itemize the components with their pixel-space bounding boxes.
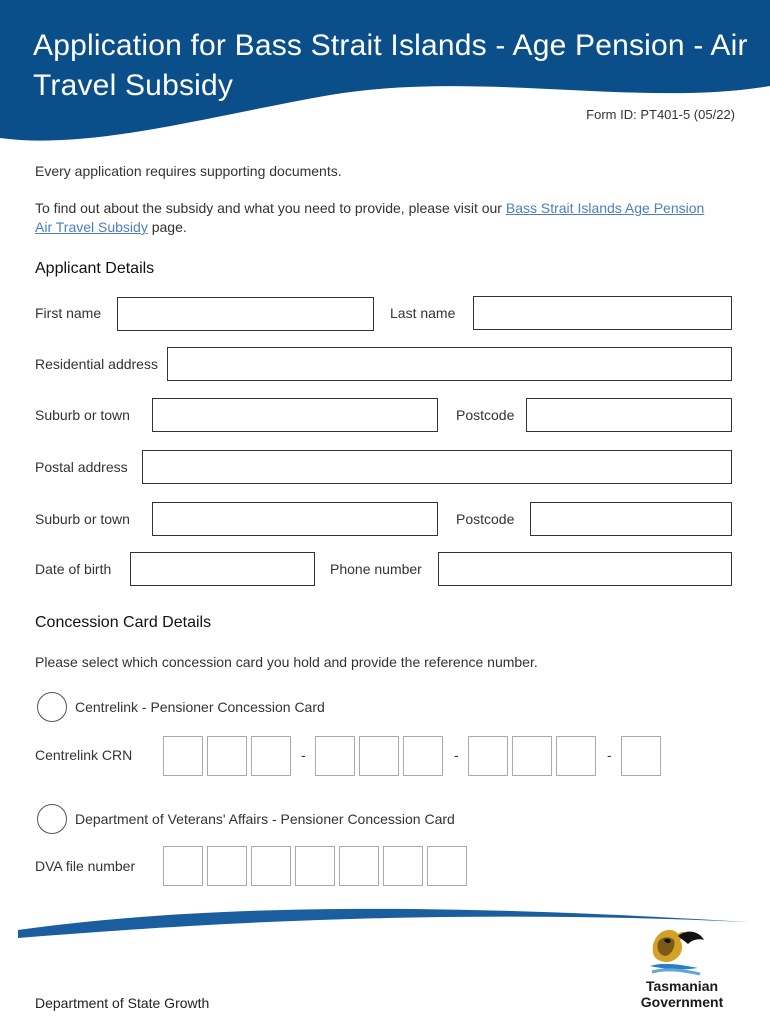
crn-digit-box[interactable] xyxy=(251,736,291,776)
crn-separator: - xyxy=(607,747,612,763)
last-name-label: Last name xyxy=(390,305,456,321)
crn-digit-box[interactable] xyxy=(315,736,355,776)
residential-address-field[interactable] xyxy=(167,347,732,381)
intro-suffix: page. xyxy=(147,219,187,235)
postal-suburb-field[interactable] xyxy=(152,502,438,536)
logo-line1: Tasmanian xyxy=(645,978,719,994)
residential-suburb-field[interactable] xyxy=(152,398,438,432)
date-of-birth-field[interactable] xyxy=(130,552,315,586)
intro-text: Every application requires supporting documents. xyxy=(35,163,342,179)
last-name-field[interactable] xyxy=(473,296,732,330)
dva-digit-box[interactable] xyxy=(339,846,379,886)
crn-digit-box[interactable] xyxy=(556,736,596,776)
subsidy-page-link[interactable]: Bass Strait Islands Age Pension Air Travel Subsidy xyxy=(35,200,705,235)
residential-postcode-label: Postcode xyxy=(456,407,515,423)
dva-digit-box[interactable] xyxy=(163,846,203,886)
dva-radio[interactable] xyxy=(37,804,67,834)
crn-digit-box[interactable] xyxy=(163,736,203,776)
crn-digit-box[interactable] xyxy=(207,736,247,776)
dva-digit-box[interactable] xyxy=(295,846,335,886)
dva-digit-box[interactable] xyxy=(207,846,247,886)
intro-paragraph xyxy=(35,199,715,237)
dva-digit-box[interactable] xyxy=(383,846,423,886)
crn-digit-box[interactable] xyxy=(621,736,661,776)
phone-number-label: Phone number xyxy=(330,561,422,577)
concession-instruction: Please select which concession card you hold and provide the reference number. xyxy=(35,654,538,670)
date-of-birth-label: Date of birth xyxy=(35,561,112,577)
first-name-label: First name xyxy=(35,305,102,321)
residential-suburb-label: Suburb or town xyxy=(35,407,130,423)
page-title: Application for Bass Strait Islands - Age Pension - Air Travel Subsidy xyxy=(33,29,748,102)
centrelink-crn-label: Centrelink CRN xyxy=(35,747,133,763)
form-id: Form ID: PT401-5 (05/22) xyxy=(586,107,735,122)
intro-prefix: To find out about the subsidy and what you need to provide, please visit our xyxy=(35,200,506,216)
residential-address-label: Residential address xyxy=(35,356,158,372)
crn-digit-box[interactable] xyxy=(359,736,399,776)
dva-digit-box[interactable] xyxy=(427,846,467,886)
crn-digit-box[interactable] xyxy=(468,736,508,776)
crn-separator: - xyxy=(454,747,459,763)
logo-line2: Government xyxy=(640,994,724,1010)
postal-address-field[interactable] xyxy=(142,450,732,484)
first-name-field[interactable] xyxy=(117,297,374,331)
phone-number-field[interactable] xyxy=(438,552,732,586)
tasmanian-government-logo-text xyxy=(627,978,737,1010)
centrelink-radio[interactable] xyxy=(37,692,67,722)
department-name: Department of State Growth xyxy=(35,995,210,1011)
dva-option-label: Department of Veterans' Affairs - Pensioner Concession Card xyxy=(75,811,455,827)
crn-digit-box[interactable] xyxy=(512,736,552,776)
dva-digit-box[interactable] xyxy=(251,846,291,886)
residential-postcode-field[interactable] xyxy=(526,398,732,432)
postal-postcode-field[interactable] xyxy=(530,502,732,536)
postal-postcode-label: Postcode xyxy=(456,511,515,527)
crn-digit-box[interactable] xyxy=(403,736,443,776)
crn-separator: - xyxy=(301,747,306,763)
dva-file-number-label: DVA file number xyxy=(35,858,136,874)
centrelink-option-label: Centrelink - Pensioner Concession Card xyxy=(75,699,325,715)
applicant-details-heading: Applicant Details xyxy=(35,260,155,277)
postal-suburb-label: Suburb or town xyxy=(35,511,130,527)
postal-address-label: Postal address xyxy=(35,459,128,475)
concession-details-heading: Concession Card Details xyxy=(35,614,212,631)
